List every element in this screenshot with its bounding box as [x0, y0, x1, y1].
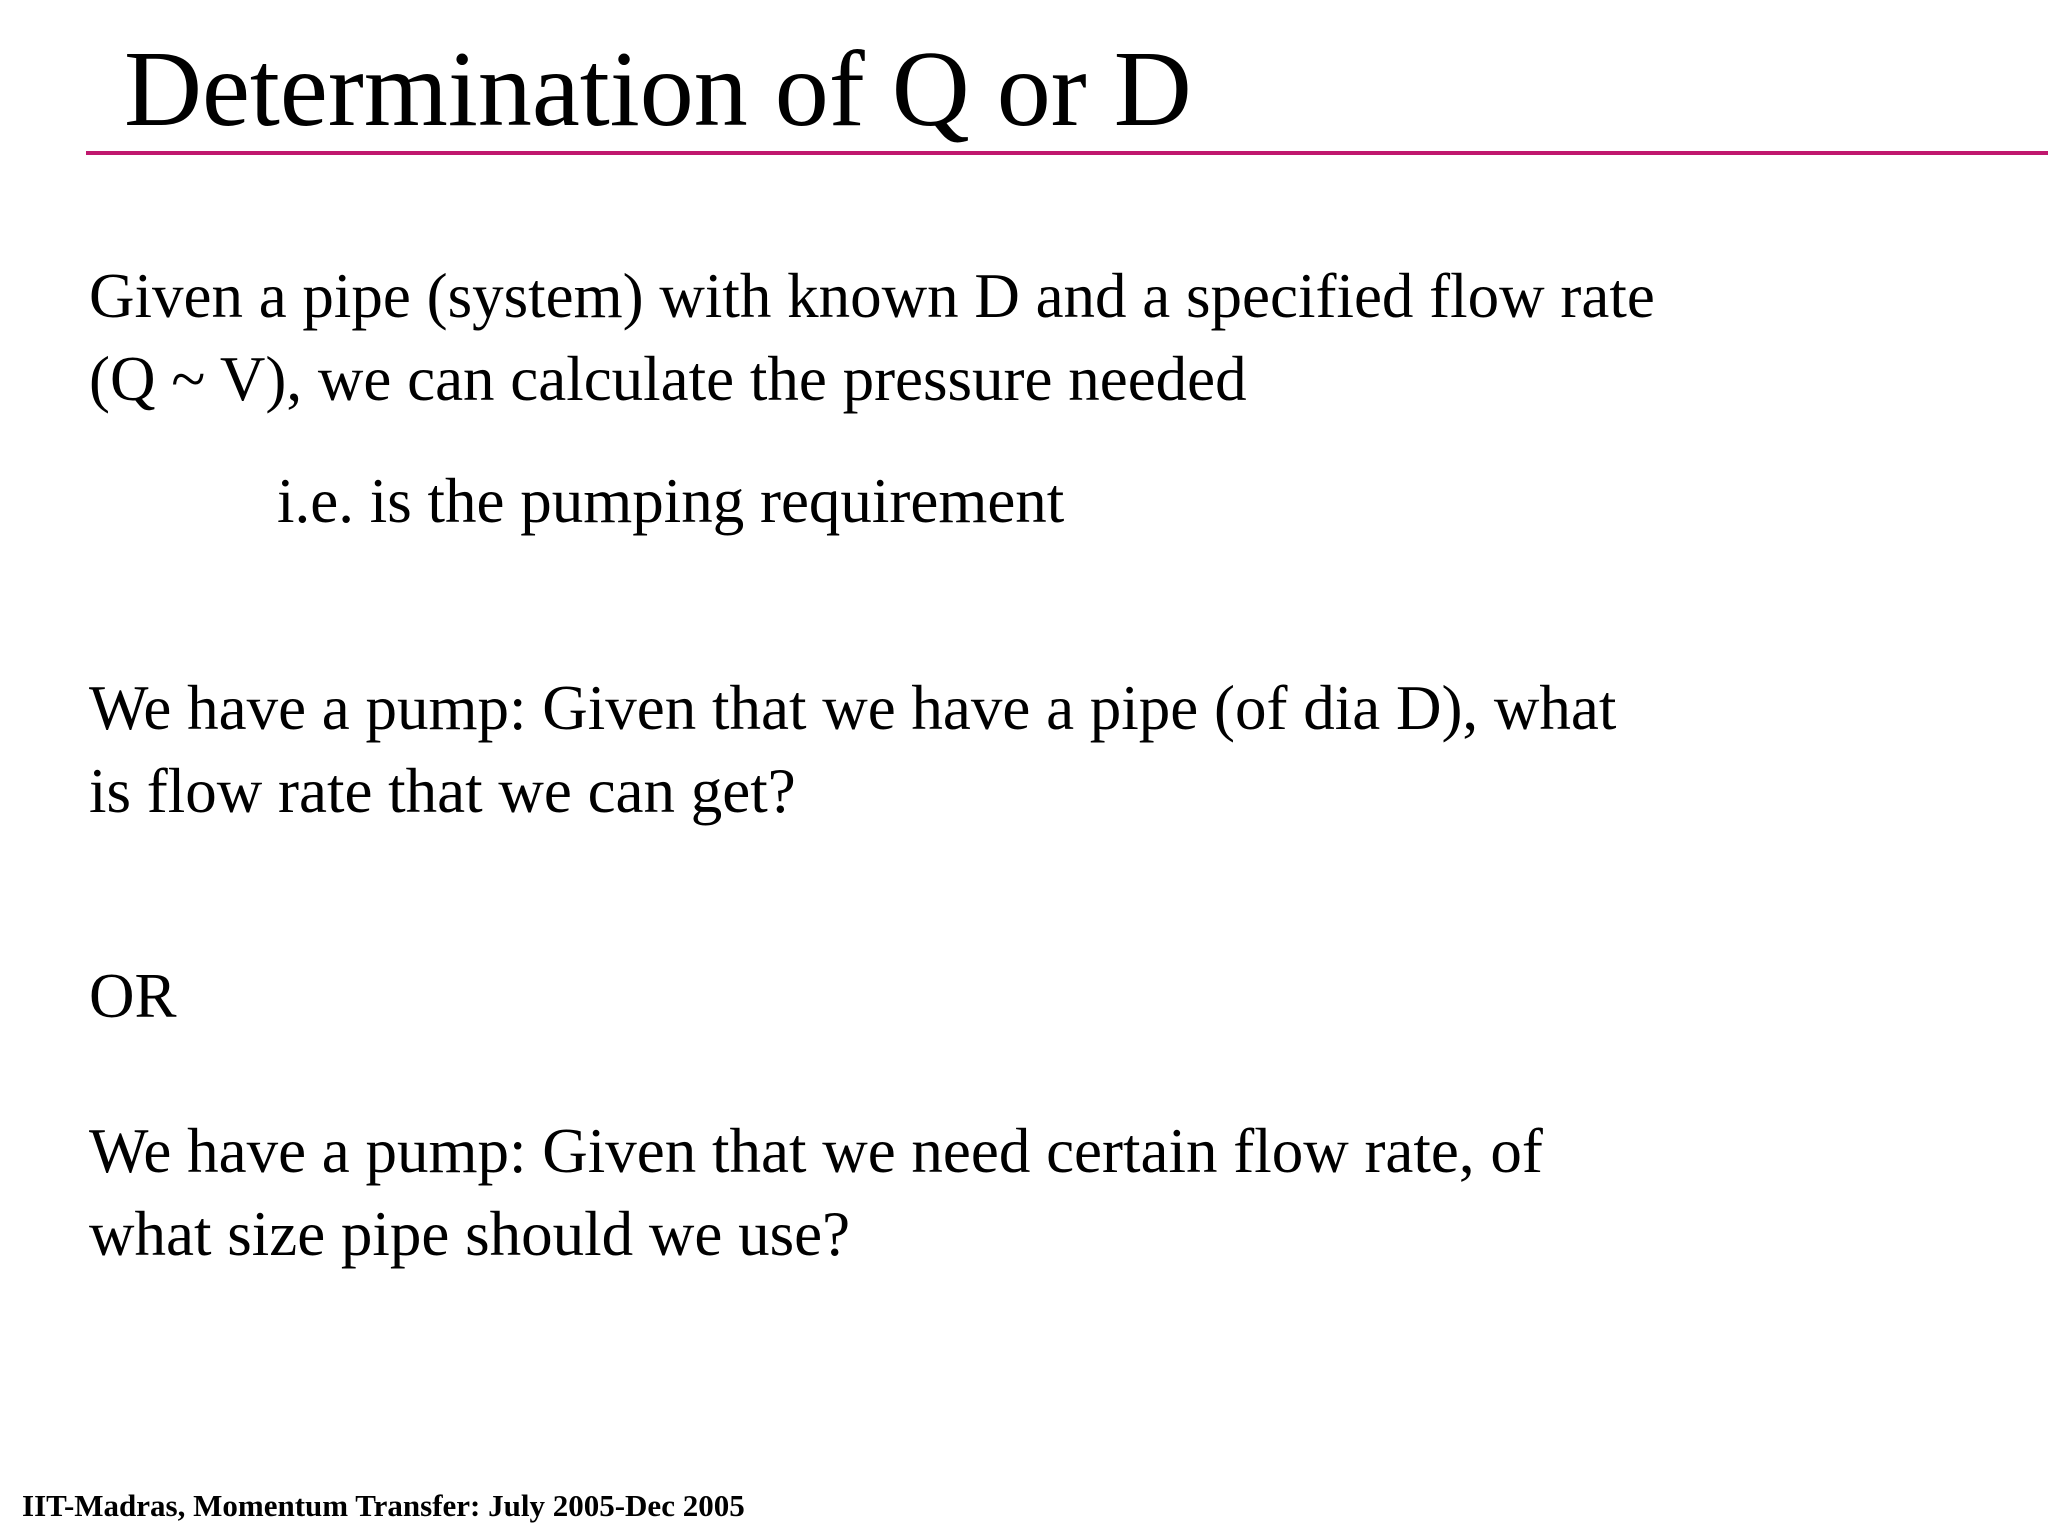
- paragraph-line: We have a pump: Given that we have a pipe (of dia D), what: [89, 673, 1617, 743]
- or-separator: OR: [89, 961, 177, 1031]
- paragraph-line: (Q ~ V), we can calculate the pressure needed: [89, 344, 1247, 414]
- slide-title: Determination of Q or D: [124, 30, 1192, 149]
- slide-footer: IIT-Madras, Momentum Transfer: July 2005-Dec 2005: [22, 1488, 745, 1523]
- paragraph-line: We have a pump: Given that we need certain flow rate, of: [89, 1116, 1543, 1186]
- title-divider: [86, 151, 2048, 155]
- paragraph-pipe-size-question: [89, 1110, 1543, 1276]
- paragraph-line: Given a pipe (system) with known D and a specified flow rate: [89, 261, 1655, 331]
- paragraph-flow-rate-question: [89, 667, 1616, 833]
- paragraph-pumping-requirement: i.e. is the pumping requirement: [277, 466, 1065, 536]
- paragraph-line: what size pipe should we use?: [89, 1199, 851, 1269]
- paragraph-known-diameter: [89, 255, 1655, 421]
- paragraph-line: is flow rate that we can get?: [89, 756, 796, 826]
